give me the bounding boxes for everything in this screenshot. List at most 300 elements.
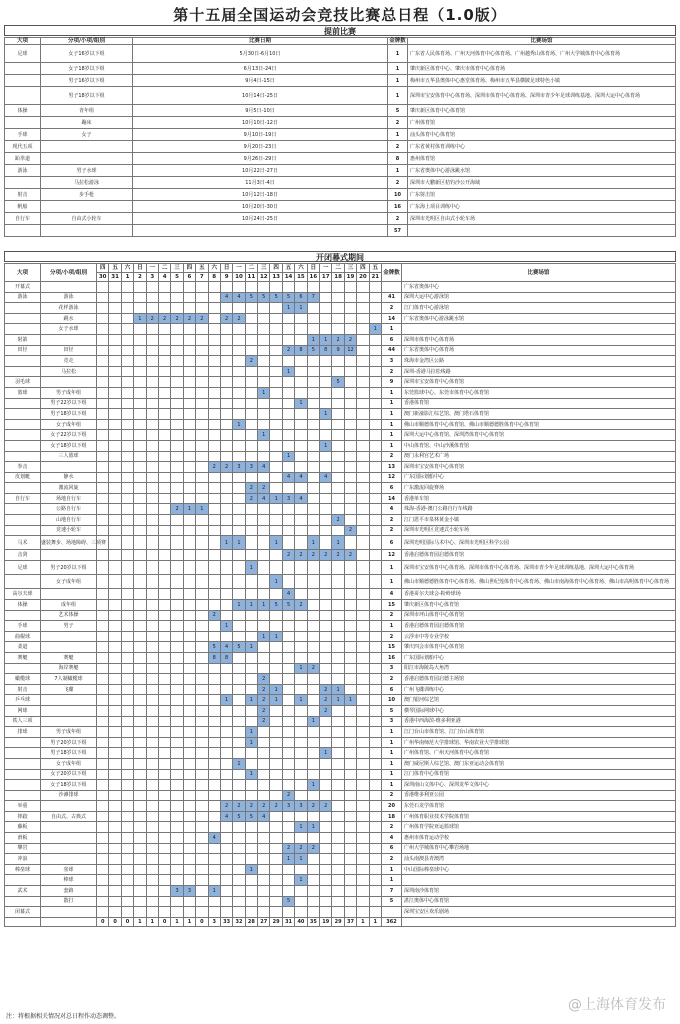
day-cell-empty xyxy=(158,525,170,536)
schedule-row xyxy=(5,758,676,769)
day-cell-empty xyxy=(196,621,208,632)
dates-cell xyxy=(133,225,388,237)
day-cell-empty xyxy=(344,451,356,462)
day-cell-empty xyxy=(258,727,270,738)
day-cell-empty xyxy=(233,377,245,388)
day-cell-empty xyxy=(158,875,170,886)
day-cell-empty xyxy=(109,483,121,494)
sport-cell: 曲棍球 xyxy=(5,631,41,642)
day-cell-empty xyxy=(357,748,369,759)
day-cell-empty xyxy=(146,493,158,504)
sport-cell: 游泳 xyxy=(5,165,41,177)
day-cell-empty xyxy=(233,409,245,420)
day-cell-empty xyxy=(295,334,307,345)
day-cell-empty xyxy=(97,430,109,441)
day-cell-empty xyxy=(282,822,294,833)
day-cell: 4 xyxy=(320,472,332,483)
day-cell-empty xyxy=(357,674,369,685)
day-cell-empty xyxy=(357,440,369,451)
day-cell-empty xyxy=(369,575,381,589)
total-cell: 37 xyxy=(344,917,356,926)
day-cell-empty xyxy=(270,282,282,293)
day-cell-empty xyxy=(134,896,146,907)
day-cell-empty xyxy=(196,652,208,663)
day-cell-empty xyxy=(357,575,369,589)
day-cell-empty xyxy=(369,631,381,642)
day-cell-empty xyxy=(134,610,146,621)
day-cell-empty xyxy=(121,674,133,685)
date-cell: 9 xyxy=(220,273,232,282)
total-cell: 0 xyxy=(196,917,208,926)
weekday-cell: 四 xyxy=(183,264,195,273)
day-cell-empty xyxy=(97,748,109,759)
day-cell-empty xyxy=(97,303,109,314)
schedule-row xyxy=(5,684,676,695)
day-cell-empty xyxy=(233,366,245,377)
venue-cell: 广州大学城体育中心攀岩场地 xyxy=(401,843,675,854)
day-cell-empty xyxy=(270,504,282,515)
day-cell-empty xyxy=(245,886,257,897)
day-cell: 3 xyxy=(295,801,307,812)
venue-cell: 深圳宝安区欢乐剧场 xyxy=(401,907,675,918)
venue-cell xyxy=(401,875,675,886)
day-cell-empty xyxy=(344,631,356,642)
day-cell-empty xyxy=(245,663,257,674)
weekday-cell: 四 xyxy=(97,264,109,273)
venue-cell: 香港启德体育园启德主场馆 xyxy=(401,674,675,685)
day-cell-empty xyxy=(357,550,369,561)
day-cell-empty xyxy=(121,472,133,483)
day-cell-empty xyxy=(220,875,232,886)
day-cell-empty xyxy=(146,705,158,716)
day-cell-empty xyxy=(357,896,369,907)
event-cell: 飞碟 xyxy=(41,684,97,695)
day-cell-empty xyxy=(109,525,121,536)
day-cell-empty xyxy=(183,561,195,575)
day-cell-empty xyxy=(109,822,121,833)
pre-schedule-table xyxy=(4,37,676,237)
day-cell-empty xyxy=(158,292,170,303)
day-cell-empty xyxy=(270,440,282,451)
day-cell: 2 xyxy=(282,790,294,801)
day-cell-empty xyxy=(307,896,319,907)
day-cell-empty xyxy=(320,811,332,822)
day-cell-empty xyxy=(121,589,133,600)
gold-cell: 1 xyxy=(388,165,408,177)
day-cell-empty xyxy=(270,387,282,398)
day-cell-empty xyxy=(196,790,208,801)
day-cell-empty xyxy=(258,896,270,907)
weekday-cell: 二 xyxy=(332,264,344,273)
day-cell-empty xyxy=(134,769,146,780)
gold-cell: 6 xyxy=(381,483,401,494)
dates-cell: 5月30日-6月10日 xyxy=(133,45,388,63)
day-cell-empty xyxy=(258,515,270,526)
day-cell-empty xyxy=(307,525,319,536)
event-cell: 垒球 xyxy=(41,864,97,875)
day-cell-empty xyxy=(97,642,109,653)
day-cell: 3 xyxy=(245,462,257,473)
sport-cell xyxy=(5,177,41,189)
day-cell-empty xyxy=(320,419,332,430)
day-cell-empty xyxy=(245,589,257,600)
day-cell-empty xyxy=(196,811,208,822)
schedule-row xyxy=(5,748,676,759)
day-cell-empty xyxy=(158,472,170,483)
day-cell-empty xyxy=(183,387,195,398)
total-cell: 0 xyxy=(109,917,121,926)
sport-cell: 滑板 xyxy=(5,833,41,844)
day-cell-empty xyxy=(282,748,294,759)
day-cell-empty xyxy=(171,621,183,632)
event-cell xyxy=(41,843,97,854)
gold-cell: 4 xyxy=(381,504,401,515)
sport-cell: 篮球 xyxy=(5,387,41,398)
day-cell-empty xyxy=(196,631,208,642)
event-cell: 步手枪 xyxy=(41,189,133,201)
day-cell-empty xyxy=(258,282,270,293)
day-cell-empty xyxy=(208,324,220,335)
day-cell: 2 xyxy=(258,674,270,685)
day-cell-empty xyxy=(97,875,109,886)
totals-blank xyxy=(401,917,675,926)
day-cell-empty xyxy=(158,610,170,621)
day-cell-empty xyxy=(208,525,220,536)
day-cell: 1 xyxy=(295,663,307,674)
day-cell-empty xyxy=(258,419,270,430)
gold-cell: 2 xyxy=(381,610,401,621)
day-cell-empty xyxy=(208,409,220,420)
day-cell-empty xyxy=(320,430,332,441)
day-cell-empty xyxy=(121,324,133,335)
day-cell-empty xyxy=(245,652,257,663)
date-cell: 5 xyxy=(171,273,183,282)
venue-cell: 广东国际划船中心 xyxy=(401,652,675,663)
date-cell: 1 xyxy=(121,273,133,282)
day-cell-empty xyxy=(196,833,208,844)
day-cell: 1 xyxy=(307,822,319,833)
gold-cell xyxy=(381,907,401,918)
day-cell-empty xyxy=(282,610,294,621)
day-cell-empty xyxy=(146,737,158,748)
day-cell-empty xyxy=(109,292,121,303)
day-cell-empty xyxy=(171,589,183,600)
schedule-row xyxy=(5,864,676,875)
day-cell-empty xyxy=(344,748,356,759)
day-cell-empty xyxy=(220,748,232,759)
day-cell-empty xyxy=(134,589,146,600)
day-cell-empty xyxy=(121,451,133,462)
day-cell-empty xyxy=(109,377,121,388)
gold-cell: 57 xyxy=(388,225,408,237)
day-cell-empty xyxy=(369,854,381,865)
day-cell-empty xyxy=(109,610,121,621)
day-cell-empty xyxy=(357,875,369,886)
venue-cell: 江门体育中心游泳馆 xyxy=(401,303,675,314)
day-cell: 6 xyxy=(295,292,307,303)
sport-cell: 马术 xyxy=(5,536,41,550)
day-cell-empty xyxy=(208,440,220,451)
day-cell-empty xyxy=(357,843,369,854)
day-cell-empty xyxy=(183,854,195,865)
day-cell-empty xyxy=(369,822,381,833)
weekday-cell: 五 xyxy=(369,264,381,273)
sport-cell xyxy=(5,117,41,129)
day-cell-empty xyxy=(171,684,183,695)
date-cell: 8 xyxy=(208,273,220,282)
day-cell-empty xyxy=(245,419,257,430)
day-cell-empty xyxy=(295,409,307,420)
schedule-row xyxy=(5,493,676,504)
day-cell: 1 xyxy=(307,334,319,345)
day-cell-empty xyxy=(332,472,344,483)
day-cell-empty xyxy=(220,515,232,526)
day-cell-empty xyxy=(121,790,133,801)
day-cell-empty xyxy=(134,419,146,430)
venue-cell: 深圳-香港马拉松线路 xyxy=(401,366,675,377)
sport-cell: 羽毛球 xyxy=(5,377,41,388)
day-cell-empty xyxy=(171,440,183,451)
day-cell-empty xyxy=(171,472,183,483)
day-cell-empty xyxy=(97,356,109,367)
day-cell-empty xyxy=(158,589,170,600)
schedule-row xyxy=(5,896,676,907)
day-cell-empty xyxy=(258,663,270,674)
day-cell-empty xyxy=(320,843,332,854)
day-cell-empty xyxy=(109,472,121,483)
sport-cell xyxy=(5,87,41,105)
day-cell-empty xyxy=(220,684,232,695)
day-cell-empty xyxy=(121,896,133,907)
day-cell-empty xyxy=(295,589,307,600)
day-cell-empty xyxy=(134,483,146,494)
total-cell: 33 xyxy=(220,917,232,926)
day-cell-empty xyxy=(121,575,133,589)
schedule-row xyxy=(5,345,676,356)
day-cell: 5 xyxy=(282,600,294,611)
day-cell-empty xyxy=(208,769,220,780)
day-cell-empty xyxy=(134,811,146,822)
sport-cell xyxy=(5,430,41,441)
day-cell-empty xyxy=(332,833,344,844)
day-cell-empty xyxy=(245,504,257,515)
day-cell-empty xyxy=(134,886,146,897)
schedule-row xyxy=(5,430,676,441)
day-cell-empty xyxy=(208,748,220,759)
day-cell-empty xyxy=(344,674,356,685)
day-cell-empty xyxy=(183,550,195,561)
day-cell-empty xyxy=(344,801,356,812)
total-cell: 0 xyxy=(158,917,170,926)
gold-cell: 2 xyxy=(381,303,401,314)
day-cell: 1 xyxy=(245,769,257,780)
header-dates: 比赛日期 xyxy=(133,38,388,45)
day-cell: 1 xyxy=(245,727,257,738)
day-cell-empty xyxy=(332,356,344,367)
day-cell-empty xyxy=(320,621,332,632)
day-cell-empty xyxy=(109,440,121,451)
schedule-row xyxy=(5,780,676,791)
day-cell-empty xyxy=(97,610,109,621)
day-cell: 2 xyxy=(344,525,356,536)
day-cell: 5 xyxy=(282,896,294,907)
day-cell-empty xyxy=(183,801,195,812)
day-cell-empty xyxy=(171,550,183,561)
day-cell-empty xyxy=(282,377,294,388)
event-cell xyxy=(41,141,133,153)
day-cell-empty xyxy=(258,536,270,550)
schedule-row xyxy=(5,610,676,621)
sport-cell xyxy=(5,324,41,335)
day-cell-empty xyxy=(369,282,381,293)
day-cell-empty xyxy=(183,419,195,430)
weekday-cell: 日 xyxy=(220,264,232,273)
day-cell-empty xyxy=(369,716,381,727)
day-cell-empty xyxy=(270,907,282,918)
event-cell: 竞速小轮车 xyxy=(41,525,97,536)
day-cell-empty xyxy=(320,398,332,409)
day-cell-empty xyxy=(258,886,270,897)
day-cell-empty xyxy=(171,822,183,833)
sport-cell: 网球 xyxy=(5,705,41,716)
day-cell-empty xyxy=(295,896,307,907)
day-cell-empty xyxy=(183,409,195,420)
day-cell-empty xyxy=(171,864,183,875)
day-cell-empty xyxy=(220,575,232,589)
day-cell-empty xyxy=(134,398,146,409)
day-cell-empty xyxy=(307,907,319,918)
event-cell: 赛艇 xyxy=(41,652,97,663)
day-cell-empty xyxy=(196,600,208,611)
day-cell-empty xyxy=(171,737,183,748)
day-cell: 4 xyxy=(208,833,220,844)
sport-cell: 跆拳道 xyxy=(5,153,41,165)
day-cell-empty xyxy=(332,886,344,897)
sport-cell xyxy=(5,409,41,420)
day-cell-empty xyxy=(233,907,245,918)
sport-cell xyxy=(5,758,41,769)
day-cell-empty xyxy=(369,430,381,441)
event-cell: 男子成年组 xyxy=(41,387,97,398)
day-cell-empty xyxy=(121,737,133,748)
day-cell-empty xyxy=(270,419,282,430)
sport-cell: 赛艇 xyxy=(5,652,41,663)
day-cell-empty xyxy=(196,303,208,314)
day-cell-empty xyxy=(357,462,369,473)
day-cell-empty xyxy=(146,790,158,801)
pre-row xyxy=(5,75,676,87)
day-cell-empty xyxy=(344,303,356,314)
day-cell-empty xyxy=(109,550,121,561)
sport-cell: 武术 xyxy=(5,886,41,897)
day-cell-empty xyxy=(183,907,195,918)
day-cell-empty xyxy=(357,758,369,769)
day-cell-empty xyxy=(357,790,369,801)
day-cell-empty xyxy=(270,642,282,653)
day-cell: 2 xyxy=(307,663,319,674)
event-cell: 男子20岁以下组 xyxy=(41,737,97,748)
day-cell-empty xyxy=(320,282,332,293)
venue-cell: 惠州体育馆 xyxy=(408,153,676,165)
totals-blank xyxy=(5,917,41,926)
pre-row xyxy=(5,87,676,105)
day-cell-empty xyxy=(183,663,195,674)
day-cell-empty xyxy=(171,575,183,589)
gold-cell: 1 xyxy=(381,440,401,451)
day-cell-empty xyxy=(357,716,369,727)
day-cell-empty xyxy=(233,727,245,738)
day-cell-empty xyxy=(158,843,170,854)
event-cell xyxy=(41,462,97,473)
day-cell: 3 xyxy=(171,886,183,897)
day-cell-empty xyxy=(344,575,356,589)
day-cell: 2 xyxy=(344,334,356,345)
day-cell: 1 xyxy=(295,695,307,706)
weekday-cell: 六 xyxy=(121,264,133,273)
day-cell-empty xyxy=(295,610,307,621)
day-cell-empty xyxy=(171,790,183,801)
day-cell-empty xyxy=(282,536,294,550)
day-cell-empty xyxy=(307,610,319,621)
day-cell: 1 xyxy=(245,737,257,748)
day-cell-empty xyxy=(208,621,220,632)
day-cell-empty xyxy=(220,705,232,716)
sport-cell: 足球 xyxy=(5,45,41,63)
day-cell-empty xyxy=(208,493,220,504)
day-cell-empty xyxy=(295,864,307,875)
day-cell-empty xyxy=(220,377,232,388)
day-cell-empty xyxy=(307,387,319,398)
venue-cell: 澳门永利宫艺术广场 xyxy=(401,451,675,462)
day-cell-empty xyxy=(146,727,158,738)
day-cell-empty xyxy=(233,387,245,398)
pre-row xyxy=(5,213,676,225)
day-cell: 1 xyxy=(282,366,294,377)
gold-cell: 1 xyxy=(381,621,401,632)
day-cell-empty xyxy=(183,377,195,388)
day-cell-empty xyxy=(344,843,356,854)
total-cell: 1 xyxy=(369,917,381,926)
day-cell-empty xyxy=(320,324,332,335)
day-cell-empty xyxy=(196,451,208,462)
sport-cell xyxy=(5,875,41,886)
total-cell: 31 xyxy=(282,917,294,926)
day-cell-empty xyxy=(183,282,195,293)
day-cell-empty xyxy=(258,356,270,367)
day-cell-empty xyxy=(344,515,356,526)
day-cell-empty xyxy=(369,896,381,907)
venue-cell: 深圳市体育中心体育场 xyxy=(401,334,675,345)
day-cell-empty xyxy=(258,366,270,377)
day-cell-empty xyxy=(295,642,307,653)
day-cell-empty xyxy=(245,896,257,907)
day-cell-empty xyxy=(258,303,270,314)
sport-cell xyxy=(5,575,41,589)
day-cell-empty xyxy=(196,896,208,907)
sport-cell xyxy=(5,515,41,526)
day-cell-empty xyxy=(295,483,307,494)
schedule-row xyxy=(5,334,676,345)
pre-row xyxy=(5,45,676,63)
pre-row xyxy=(5,189,676,201)
day-cell-empty xyxy=(282,684,294,695)
day-cell: 9 xyxy=(332,345,344,356)
day-cell-empty xyxy=(97,854,109,865)
day-cell-empty xyxy=(146,801,158,812)
day-cell-empty xyxy=(158,790,170,801)
total-cell: 19 xyxy=(320,917,332,926)
day-cell-empty xyxy=(220,356,232,367)
